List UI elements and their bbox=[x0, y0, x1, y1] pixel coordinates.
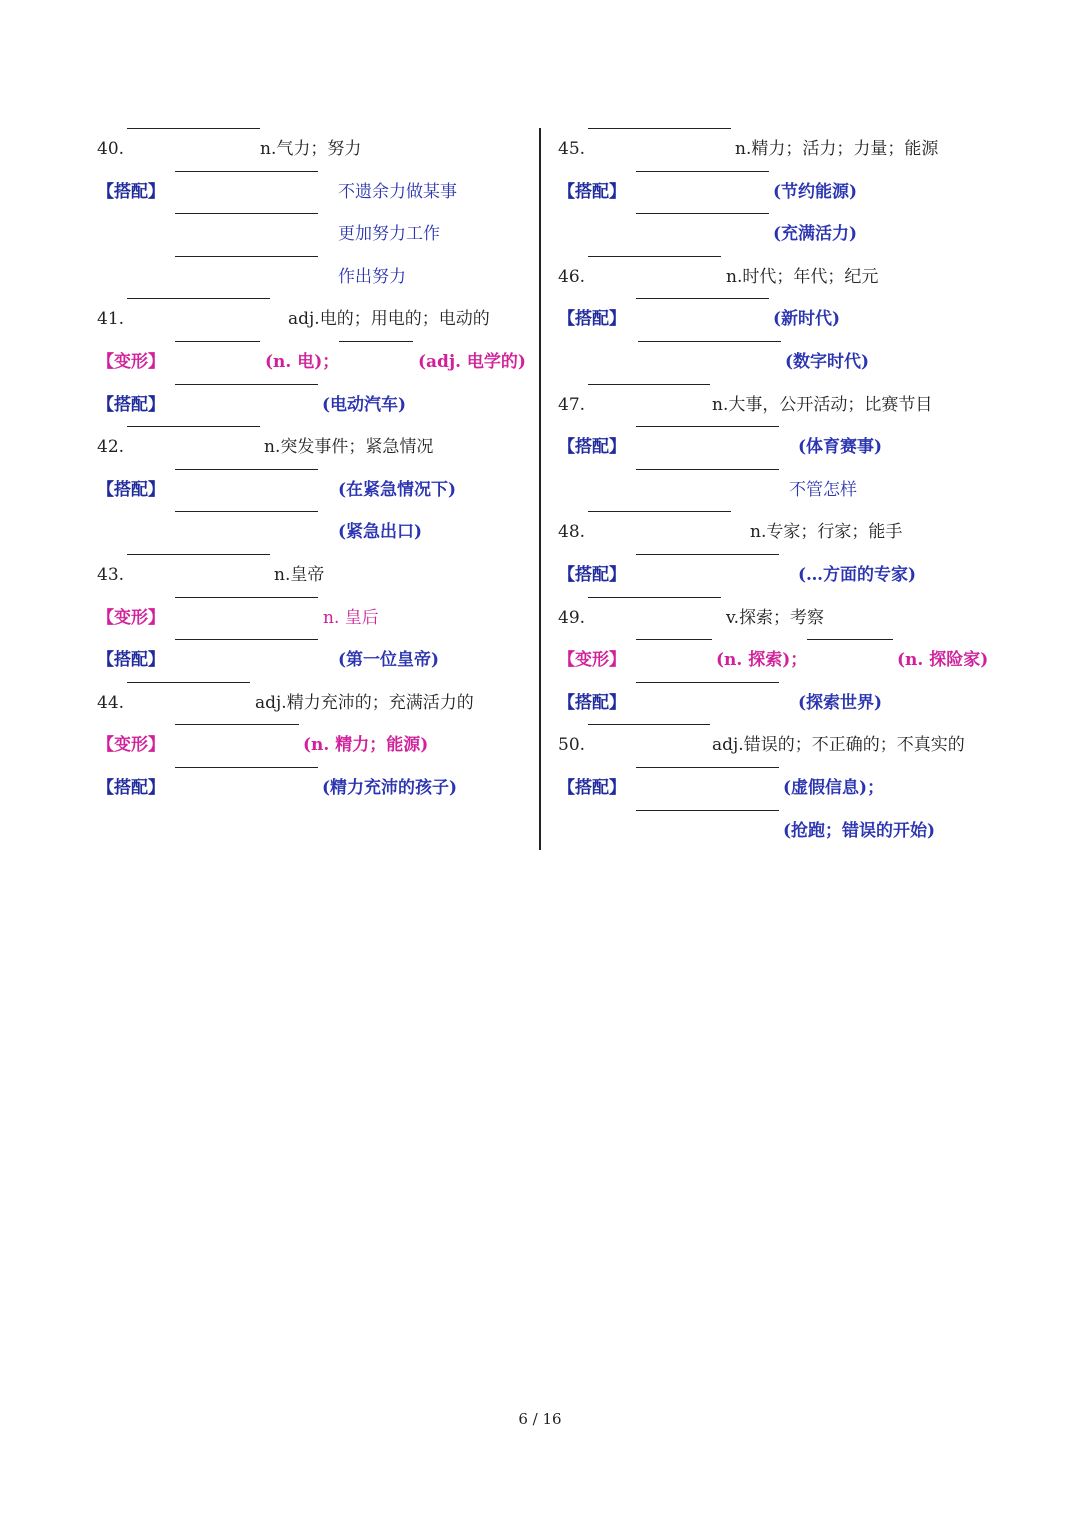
collocation-hint: 不管怎样 bbox=[789, 479, 857, 500]
entry-definition: n.精力；活力；力量；能源 bbox=[735, 139, 939, 159]
entry-definition: n.专家；行家；能手 bbox=[750, 522, 903, 543]
variant-tag: 【变形】 bbox=[97, 735, 165, 756]
entry-40 bbox=[97, 128, 532, 171]
collocation-hint: (第一位皇帝) bbox=[338, 650, 440, 671]
entry-number: 50. bbox=[558, 735, 586, 756]
answer-blank[interactable] bbox=[175, 724, 299, 725]
answer-blank[interactable] bbox=[175, 341, 260, 342]
collocation-hint: (充满活力) bbox=[773, 224, 858, 245]
entry-definition: n.气力；努力 bbox=[260, 139, 362, 159]
collocation-hint: (电动汽车) bbox=[322, 394, 407, 415]
answer-blank[interactable] bbox=[636, 810, 779, 811]
collocation-row bbox=[558, 767, 1018, 810]
collocation-row bbox=[558, 171, 1018, 214]
answer-blank[interactable] bbox=[339, 341, 413, 342]
collocation-row bbox=[97, 511, 532, 554]
answer-blank[interactable] bbox=[636, 767, 779, 768]
collocation-row bbox=[97, 171, 532, 214]
collocation-row bbox=[558, 213, 1018, 256]
variant-row bbox=[97, 724, 532, 767]
answer-blank[interactable] bbox=[175, 511, 318, 512]
entry-number: 44. bbox=[97, 692, 125, 713]
variant-hint: (n. 探险家) bbox=[897, 650, 989, 671]
collocation-hint: (探索世界) bbox=[798, 692, 883, 713]
collocation-hint: (在紧急情况下) bbox=[338, 479, 457, 500]
entry-45 bbox=[558, 128, 1018, 171]
entry-definition: v.探索；考察 bbox=[726, 607, 824, 628]
entry-46 bbox=[558, 256, 1018, 299]
answer-blank[interactable] bbox=[588, 511, 731, 512]
collocation-row bbox=[558, 469, 1018, 512]
collocation-hint: (节约能源) bbox=[773, 181, 858, 202]
answer-blank[interactable] bbox=[638, 341, 781, 342]
collocation-tag: 【搭配】 bbox=[97, 181, 165, 202]
answer-blank[interactable] bbox=[588, 384, 710, 385]
entry-definition: adj.精力充沛的；充满活力的 bbox=[255, 692, 474, 713]
collocation-tag: 【搭配】 bbox=[558, 181, 626, 202]
collocation-hint: (抢跑；错误的开始) bbox=[783, 820, 936, 841]
answer-blank[interactable] bbox=[588, 597, 721, 598]
collocation-tag: 【搭配】 bbox=[558, 777, 626, 798]
entry-definition: adj.电的；用电的；电动的 bbox=[288, 309, 490, 330]
entry-definition: n.大事，公开活动；比赛节目 bbox=[712, 394, 933, 415]
answer-blank[interactable] bbox=[127, 128, 260, 129]
collocation-hint: (…方面的专家) bbox=[798, 564, 917, 585]
answer-blank[interactable] bbox=[636, 639, 712, 640]
variant-hint: n. 皇后 bbox=[323, 607, 379, 628]
answer-blank[interactable] bbox=[636, 469, 779, 470]
answer-blank[interactable] bbox=[175, 256, 318, 257]
answer-blank[interactable] bbox=[636, 682, 779, 683]
collocation-hint: (数字时代) bbox=[785, 351, 870, 372]
right-column bbox=[558, 128, 1018, 852]
variant-hint: (n. 精力；能源) bbox=[303, 735, 429, 756]
collocation-hint: (精力充沛的孩子) bbox=[322, 777, 458, 798]
collocation-tag: 【搭配】 bbox=[558, 692, 626, 713]
answer-blank[interactable] bbox=[588, 724, 710, 725]
left-column bbox=[97, 128, 532, 810]
entry-number: 42. bbox=[97, 437, 125, 458]
collocation-hint: (体育赛事) bbox=[798, 437, 883, 458]
variant-hint: (n. 电)； bbox=[265, 351, 340, 372]
collocation-row bbox=[97, 767, 532, 810]
entry-50 bbox=[558, 724, 1018, 767]
collocation-hint: (虚假信息)； bbox=[783, 777, 885, 798]
entry-number: 45. bbox=[558, 139, 586, 159]
column-divider bbox=[539, 128, 541, 850]
entry-definition: n.皇帝 bbox=[274, 564, 325, 585]
answer-blank[interactable] bbox=[636, 298, 769, 299]
answer-blank[interactable] bbox=[175, 597, 318, 598]
answer-blank[interactable] bbox=[175, 469, 318, 470]
collocation-row bbox=[97, 384, 532, 427]
entry-number: 41. bbox=[97, 309, 125, 330]
variant-tag: 【变形】 bbox=[558, 650, 626, 671]
collocation-row bbox=[97, 469, 532, 512]
entry-49 bbox=[558, 597, 1018, 640]
variant-hint: (n. 探索)； bbox=[716, 650, 808, 671]
answer-blank[interactable] bbox=[636, 426, 779, 427]
answer-blank[interactable] bbox=[636, 171, 769, 172]
collocation-row bbox=[558, 341, 1018, 384]
variant-hint: (adj. 电学的) bbox=[418, 351, 526, 372]
answer-blank[interactable] bbox=[636, 554, 779, 555]
collocation-row bbox=[558, 682, 1018, 725]
entry-definition: adj.错误的；不正确的；不真实的 bbox=[712, 735, 965, 756]
entry-number: 46. bbox=[558, 266, 586, 287]
answer-blank[interactable] bbox=[127, 298, 270, 299]
collocation-tag: 【搭配】 bbox=[97, 479, 165, 500]
entry-41 bbox=[97, 298, 532, 341]
entry-44 bbox=[97, 682, 532, 725]
answer-blank[interactable] bbox=[175, 639, 318, 640]
entry-43 bbox=[97, 554, 532, 597]
variant-tag: 【变形】 bbox=[97, 607, 165, 628]
entry-number: 49. bbox=[558, 607, 586, 628]
answer-blank[interactable] bbox=[588, 256, 721, 257]
collocation-tag: 【搭配】 bbox=[97, 777, 165, 798]
variant-row bbox=[97, 597, 532, 640]
answer-blank[interactable] bbox=[127, 682, 250, 683]
collocation-row bbox=[97, 639, 532, 682]
collocation-row bbox=[558, 554, 1018, 597]
answer-blank[interactable] bbox=[127, 554, 270, 555]
entry-42 bbox=[97, 426, 532, 469]
answer-blank[interactable] bbox=[175, 767, 318, 768]
variant-row bbox=[558, 639, 1018, 682]
collocation-row bbox=[558, 810, 1018, 853]
collocation-row bbox=[558, 298, 1018, 341]
answer-blank[interactable] bbox=[175, 384, 318, 385]
entry-definition: n.突发事件；紧急情况 bbox=[264, 437, 434, 458]
entry-47 bbox=[558, 384, 1018, 427]
collocation-hint: (紧急出口) bbox=[338, 522, 423, 543]
entry-48 bbox=[558, 511, 1018, 554]
answer-blank[interactable] bbox=[636, 213, 769, 214]
collocation-tag: 【搭配】 bbox=[97, 394, 165, 415]
variant-row bbox=[97, 341, 532, 384]
collocation-row bbox=[558, 426, 1018, 469]
variant-tag: 【变形】 bbox=[97, 351, 165, 372]
page-number: 6 / 16 bbox=[518, 1410, 562, 1428]
answer-blank[interactable] bbox=[175, 171, 318, 172]
collocation-row bbox=[97, 213, 532, 256]
collocation-tag: 【搭配】 bbox=[558, 564, 626, 585]
entry-number: 48. bbox=[558, 522, 586, 543]
collocation-row bbox=[97, 256, 532, 299]
collocation-hint: 更加努力工作 bbox=[338, 224, 440, 245]
collocation-tag: 【搭配】 bbox=[558, 437, 626, 458]
collocation-tag: 【搭配】 bbox=[97, 650, 165, 671]
collocation-hint: 作出努力 bbox=[338, 266, 406, 287]
collocation-tag: 【搭配】 bbox=[558, 309, 626, 330]
entry-definition: n.时代；年代；纪元 bbox=[726, 266, 879, 287]
entry-number: 43. bbox=[97, 564, 125, 585]
entry-number: 40. bbox=[97, 139, 125, 159]
answer-blank[interactable] bbox=[175, 213, 318, 214]
collocation-hint: (新时代) bbox=[773, 309, 841, 330]
answer-blank[interactable] bbox=[588, 128, 731, 129]
collocation-hint: 不遗余力做某事 bbox=[338, 181, 457, 202]
answer-blank[interactable] bbox=[127, 426, 260, 427]
entry-number: 47. bbox=[558, 394, 586, 415]
answer-blank[interactable] bbox=[807, 639, 893, 640]
